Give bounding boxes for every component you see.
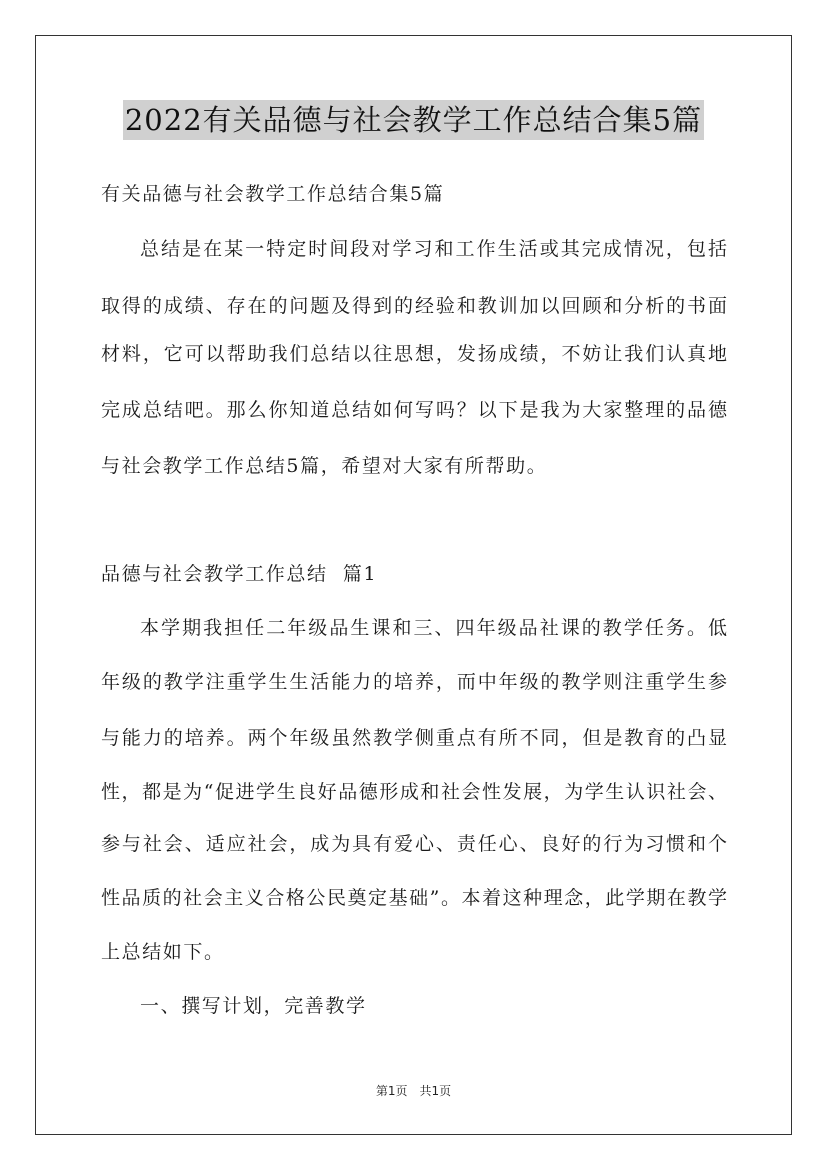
section-heading: 品德与社会教学工作总结 篇1 xyxy=(101,563,378,585)
document-title: 2022有关品德与社会教学工作总结合集5篇 xyxy=(123,100,704,140)
body-line-6: 性品质的社会主义合格公民奠定基础”。本着这种理念，此学期在教学 xyxy=(101,887,727,909)
title-container xyxy=(0,100,827,140)
intro-line-5: 与社会教学工作总结5篇，希望对大家有所帮助。 xyxy=(101,455,548,477)
page-footer xyxy=(0,1083,827,1099)
intro-line-4: 完成总结吧。那么你知道总结如何写吗？以下是我为大家整理的品德 xyxy=(101,399,727,421)
body-line-2: 年级的教学注重学生生活能力的培养，而中年级的教学则注重学生参 xyxy=(101,671,727,693)
page-number: 第1页 xyxy=(375,1084,408,1098)
document-subtitle: 有关品德与社会教学工作总结合集5篇 xyxy=(101,183,445,205)
body-line-5: 参与社会、适应社会，成为具有爱心、责任心、良好的行为习惯和个 xyxy=(101,833,727,855)
body-line-3: 与能力的培养。两个年级虽然教学侧重点有所不同，但是教育的凸显 xyxy=(101,727,727,749)
body-line-7: 上总结如下。 xyxy=(101,941,225,963)
intro-line-3: 材料，它可以帮助我们总结以往思想，发扬成绩，不妨让我们认真地 xyxy=(101,343,727,365)
intro-line-2: 取得的成绩、存在的问题及得到的经验和教训加以回顾和分析的书面 xyxy=(101,295,727,317)
intro-line-1: 总结是在某一特定时间段对学习和工作生活或其完成情况，包括 xyxy=(140,238,727,260)
body-line-4: 性，都是为“促进学生良好品德形成和社会性发展，为学生认识社会、 xyxy=(101,781,727,803)
page-total: 共1页 xyxy=(419,1084,452,1098)
body-line-1: 本学期我担任二年级品生课和三、四年级品社课的教学任务。低 xyxy=(140,617,727,639)
subheading: 一、撰写计划，完善教学 xyxy=(140,995,367,1017)
